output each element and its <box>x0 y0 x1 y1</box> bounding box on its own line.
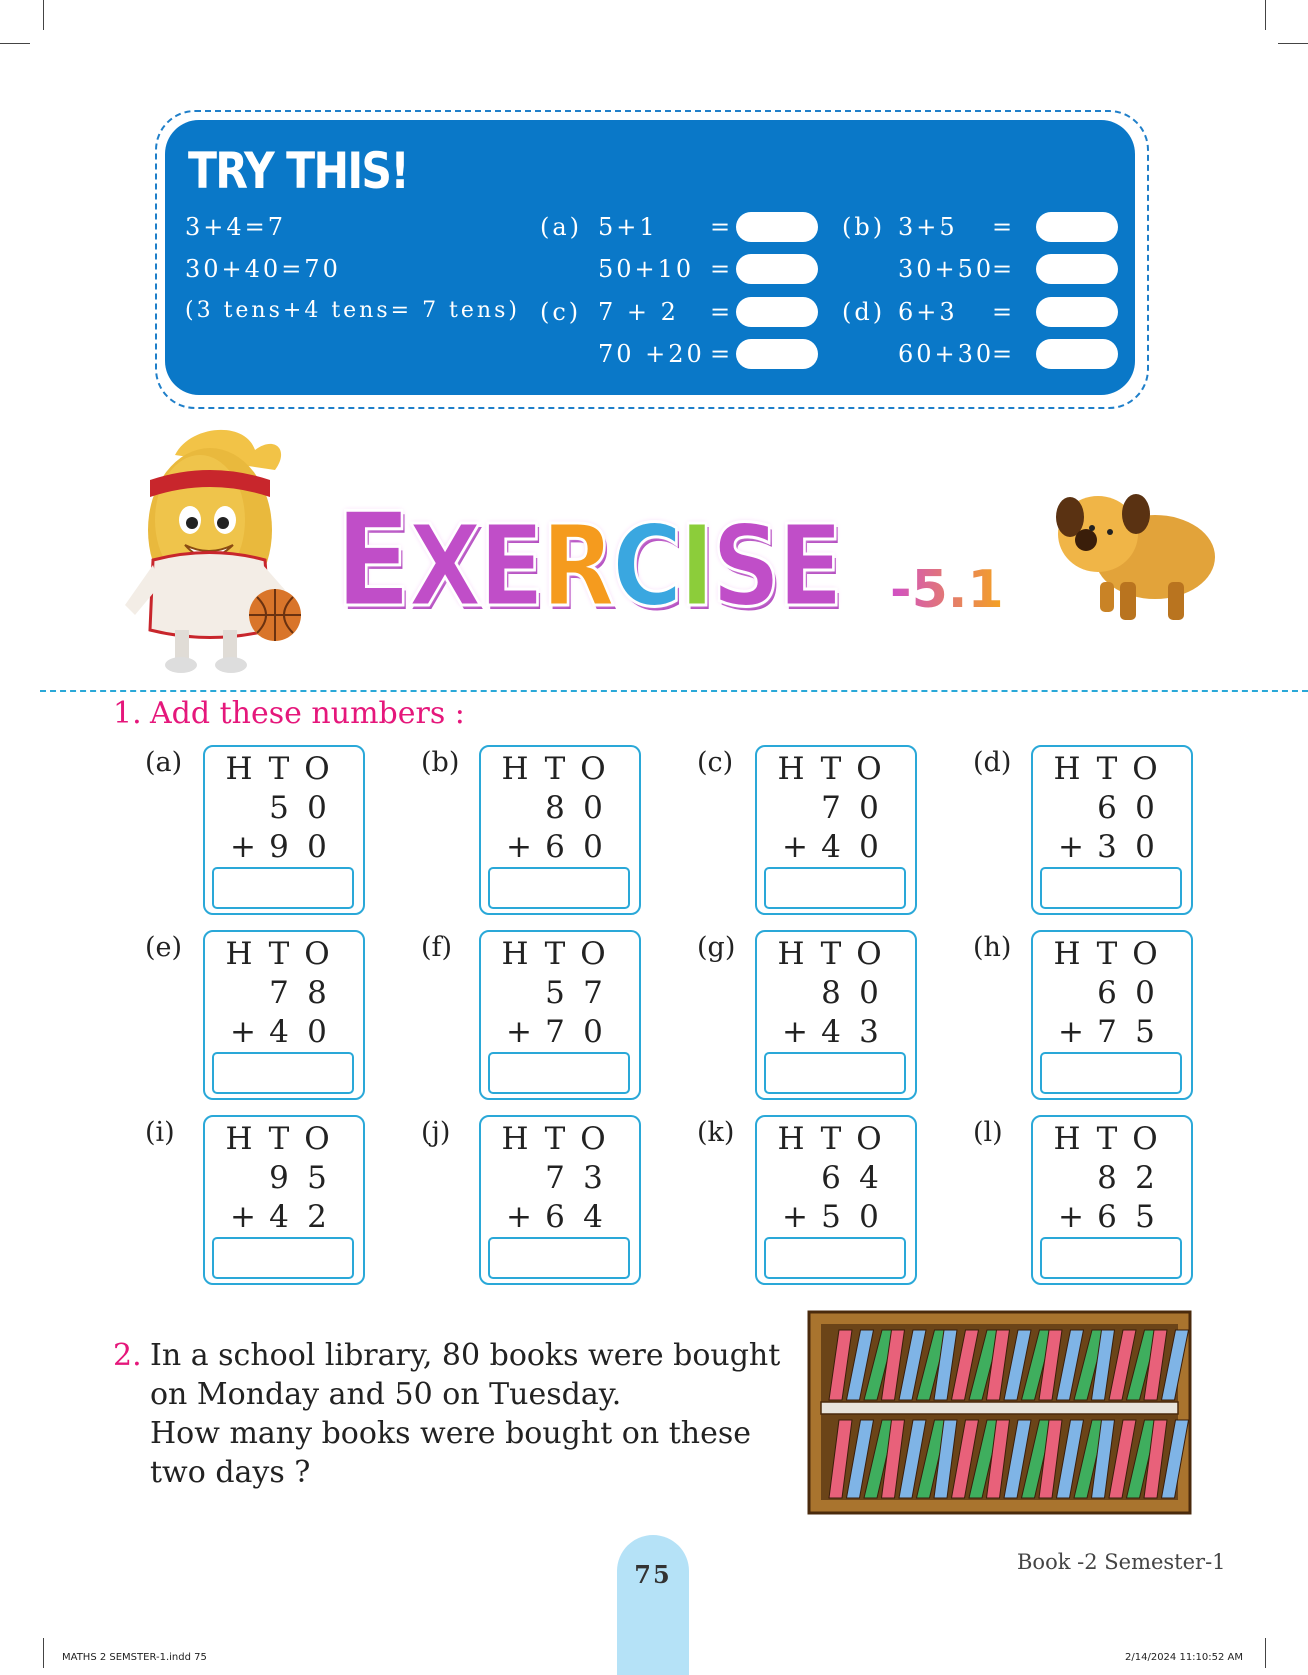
problem-label: (i) <box>145 1117 175 1148</box>
problem-label: (j) <box>421 1117 451 1148</box>
crop-mark <box>1265 1638 1266 1668</box>
try-expr-b1: 3+5 <box>898 213 958 241</box>
bottom-digit: 0 <box>307 1014 327 1050</box>
bottom-digit: 3 <box>1097 829 1117 865</box>
equals-sign: = <box>710 255 734 283</box>
place-value-header: H <box>225 936 253 972</box>
exercise-number: -5.1 <box>890 560 1004 620</box>
addition-card <box>1031 745 1193 915</box>
try-expr-c2: 70 +20 <box>598 340 705 368</box>
bottom-digit: 6 <box>1097 1199 1117 1235</box>
top-digit: 8 <box>307 975 327 1011</box>
plus-sign: + <box>230 1199 256 1235</box>
example-line-2: 30+40=70 <box>185 255 341 283</box>
place-value-header: T <box>1096 936 1118 972</box>
equals-sign: = <box>992 213 1016 241</box>
place-value-header: H <box>225 1121 253 1157</box>
crop-mark <box>43 1638 44 1668</box>
addition-card <box>479 745 641 915</box>
place-value-header: H <box>777 1121 805 1157</box>
place-value-header: H <box>225 751 253 787</box>
equals-sign: = <box>992 298 1016 326</box>
place-value-header: H <box>777 751 805 787</box>
bottom-digit: 6 <box>545 1199 565 1235</box>
bottom-digit: 0 <box>859 829 879 865</box>
answer-box[interactable] <box>764 1052 906 1094</box>
bottom-digit: 0 <box>583 1014 603 1050</box>
answer-box[interactable] <box>764 1237 906 1279</box>
dog-toy-illustration <box>1050 492 1225 627</box>
place-value-header: O <box>1132 936 1158 972</box>
exercise-letter: S <box>711 502 778 632</box>
question-2-line-3: How many books were bought on these <box>150 1416 751 1451</box>
place-value-header: T <box>544 751 566 787</box>
place-value-header: H <box>1053 936 1081 972</box>
bookshelf-illustration <box>807 1310 1192 1515</box>
top-digit: 5 <box>269 790 289 826</box>
try-label-d: (d) <box>842 298 886 326</box>
place-value-header: T <box>1096 1121 1118 1157</box>
page-number-tab <box>617 1535 689 1675</box>
crop-mark <box>1278 43 1308 44</box>
bottom-digit: 4 <box>821 1014 841 1050</box>
exercise-letter: E <box>777 502 840 632</box>
top-digit: 8 <box>821 975 841 1011</box>
answer-field-b2[interactable] <box>1036 254 1118 284</box>
try-expr-d2: 60+30 <box>898 340 995 368</box>
bottom-digit: 2 <box>307 1199 327 1235</box>
top-digit: 6 <box>821 1160 841 1196</box>
bottom-digit: 7 <box>545 1014 565 1050</box>
top-digit: 0 <box>1135 790 1155 826</box>
place-value-header: O <box>580 1121 606 1157</box>
answer-field-a2[interactable] <box>736 254 818 284</box>
problem-label: (h) <box>973 932 1012 963</box>
addition-card <box>203 745 365 915</box>
bottom-digit: 4 <box>821 829 841 865</box>
plus-sign: + <box>230 829 256 865</box>
question-2-line-4: two days ? <box>150 1455 311 1490</box>
addition-card <box>1031 930 1193 1100</box>
place-value-header: T <box>544 1121 566 1157</box>
place-value-header: O <box>580 936 606 972</box>
top-digit: 0 <box>1135 975 1155 1011</box>
try-expr-a1: 5+1 <box>598 213 658 241</box>
answer-box[interactable] <box>212 1237 354 1279</box>
place-value-header: T <box>268 936 290 972</box>
place-value-header: O <box>580 751 606 787</box>
place-value-header: T <box>820 751 842 787</box>
bottom-digit: 9 <box>269 829 289 865</box>
try-expr-c1: 7 + 2 <box>598 298 679 326</box>
bottom-digit: 7 <box>1097 1014 1117 1050</box>
place-value-header: H <box>501 751 529 787</box>
place-value-header: T <box>268 751 290 787</box>
try-label-a: (a) <box>540 213 583 241</box>
place-value-header: O <box>856 1121 882 1157</box>
place-value-header: H <box>1053 751 1081 787</box>
place-value-header: T <box>1096 751 1118 787</box>
bottom-digit: 0 <box>859 1199 879 1235</box>
book-label: Book -2 Semester-1 <box>1017 1550 1226 1574</box>
answer-box[interactable] <box>488 1237 630 1279</box>
try-label-b: (b) <box>842 213 886 241</box>
place-value-header: H <box>1053 1121 1081 1157</box>
plus-sign: + <box>1058 1199 1084 1235</box>
problem-label: (k) <box>697 1117 735 1148</box>
top-digit: 7 <box>269 975 289 1011</box>
crop-mark <box>0 43 30 44</box>
plus-sign: + <box>782 1199 808 1235</box>
plus-sign: + <box>506 1199 532 1235</box>
answer-box[interactable] <box>212 1052 354 1094</box>
addition-card <box>479 930 641 1100</box>
plus-sign: + <box>1058 1014 1084 1050</box>
answer-box[interactable] <box>488 1052 630 1094</box>
question-2-line-1: In a school library, 80 books were bought <box>150 1338 781 1373</box>
page-number: 75 <box>634 1560 672 1589</box>
plus-sign: + <box>782 1014 808 1050</box>
bottom-digit: 5 <box>821 1199 841 1235</box>
place-value-header: T <box>544 936 566 972</box>
problem-label: (f) <box>421 932 453 963</box>
answer-box[interactable] <box>764 867 906 909</box>
addition-card <box>755 745 917 915</box>
plus-sign: + <box>506 829 532 865</box>
addition-card <box>755 930 917 1100</box>
question-2-number: 2. <box>113 1338 142 1373</box>
addition-card <box>479 1115 641 1285</box>
top-digit: 5 <box>307 1160 327 1196</box>
bottom-digit: 4 <box>583 1199 603 1235</box>
bottom-digit: 4 <box>269 1014 289 1050</box>
plus-sign: + <box>506 1014 532 1050</box>
question-1-text: Add these numbers : <box>150 696 465 731</box>
question-2-line-2: on Monday and 50 on Tuesday. <box>150 1377 622 1412</box>
answer-field-d2[interactable] <box>1036 339 1118 369</box>
example-line-1: 3+4=7 <box>185 213 287 241</box>
try-this-title: TRY THIS! <box>188 142 409 200</box>
bottom-digit: 3 <box>859 1014 879 1050</box>
exercise-letter: X <box>407 502 479 632</box>
problem-label: (d) <box>973 747 1012 778</box>
top-digit: 7 <box>583 975 603 1011</box>
top-digit: 7 <box>821 790 841 826</box>
place-value-header: H <box>501 1121 529 1157</box>
answer-field-a1[interactable] <box>736 212 818 242</box>
problem-label: (b) <box>421 747 460 778</box>
equals-sign: = <box>992 340 1016 368</box>
bottom-digit: 4 <box>269 1199 289 1235</box>
addition-card <box>203 930 365 1100</box>
place-value-header: T <box>820 936 842 972</box>
place-value-header: T <box>820 1121 842 1157</box>
bottom-digit: 0 <box>1135 829 1155 865</box>
equals-sign: = <box>710 340 734 368</box>
bottom-digit: 0 <box>583 829 603 865</box>
try-expr-a2: 50+10 <box>598 255 695 283</box>
problem-label: (e) <box>145 932 183 963</box>
bottom-digit: 0 <box>307 829 327 865</box>
equals-sign: = <box>710 298 734 326</box>
top-digit: 3 <box>583 1160 603 1196</box>
place-value-header: O <box>856 751 882 787</box>
place-value-header: O <box>856 936 882 972</box>
problem-label: (a) <box>145 747 183 778</box>
problem-label: (l) <box>973 1117 1003 1148</box>
exercise-letter: I <box>679 502 712 632</box>
problem-label: (g) <box>697 932 736 963</box>
answer-box[interactable] <box>1040 1237 1182 1279</box>
answer-field-c2[interactable] <box>736 339 818 369</box>
place-value-header: H <box>501 936 529 972</box>
try-expr-b2: 30+50 <box>898 255 995 283</box>
top-digit: 8 <box>1097 1160 1117 1196</box>
question-1-number: 1. <box>113 696 142 731</box>
top-digit: 4 <box>859 1160 879 1196</box>
bottom-digit: 5 <box>1135 1014 1155 1050</box>
place-value-header: O <box>1132 1121 1158 1157</box>
equals-sign: = <box>710 213 734 241</box>
exercise-heading <box>335 484 840 636</box>
addition-card <box>203 1115 365 1285</box>
top-digit: 0 <box>859 790 879 826</box>
answer-box[interactable] <box>488 867 630 909</box>
top-digit: 0 <box>583 790 603 826</box>
crop-mark <box>1265 0 1266 30</box>
answer-field-b1[interactable] <box>1036 212 1118 242</box>
place-value-header: T <box>268 1121 290 1157</box>
exercise-letter: E <box>478 502 542 632</box>
top-digit: 6 <box>1097 790 1117 826</box>
top-digit: 0 <box>859 975 879 1011</box>
place-value-header: O <box>304 1121 330 1157</box>
try-expr-d1: 6+3 <box>898 298 958 326</box>
top-digit: 0 <box>307 790 327 826</box>
top-digit: 2 <box>1135 1160 1155 1196</box>
answer-field-d1[interactable] <box>1036 297 1118 327</box>
answer-box[interactable] <box>1040 1052 1182 1094</box>
section-divider <box>40 690 1308 692</box>
plus-sign: + <box>230 1014 256 1050</box>
answer-field-c1[interactable] <box>736 297 818 327</box>
exercise-letter: C <box>611 502 680 632</box>
example-line-3: (3 tens+4 tens= 7 tens) <box>185 298 520 323</box>
answer-box[interactable] <box>212 867 354 909</box>
top-digit: 7 <box>545 1160 565 1196</box>
bottom-digit: 5 <box>1135 1199 1155 1235</box>
place-value-header: O <box>1132 751 1158 787</box>
plus-sign: + <box>782 829 808 865</box>
plus-sign: + <box>1058 829 1084 865</box>
top-digit: 5 <box>545 975 565 1011</box>
equals-sign: = <box>992 255 1016 283</box>
print-slug-left: MATHS 2 SEMSTER-1.indd 75 <box>62 1652 207 1663</box>
crop-mark <box>43 0 44 30</box>
top-digit: 8 <box>545 790 565 826</box>
place-value-header: H <box>777 936 805 972</box>
addition-card <box>1031 1115 1193 1285</box>
potato-mascot-illustration <box>105 425 325 680</box>
exercise-letter: R <box>541 502 612 632</box>
answer-box[interactable] <box>1040 867 1182 909</box>
exercise-letter: E <box>335 484 408 636</box>
place-value-header: O <box>304 936 330 972</box>
addition-card <box>755 1115 917 1285</box>
place-value-header: O <box>304 751 330 787</box>
top-digit: 9 <box>269 1160 289 1196</box>
top-digit: 6 <box>1097 975 1117 1011</box>
bottom-digit: 6 <box>545 829 565 865</box>
problem-label: (c) <box>697 747 734 778</box>
print-slug-right: 2/14/2024 11:10:52 AM <box>1125 1652 1244 1663</box>
try-label-c: (c) <box>540 298 582 326</box>
